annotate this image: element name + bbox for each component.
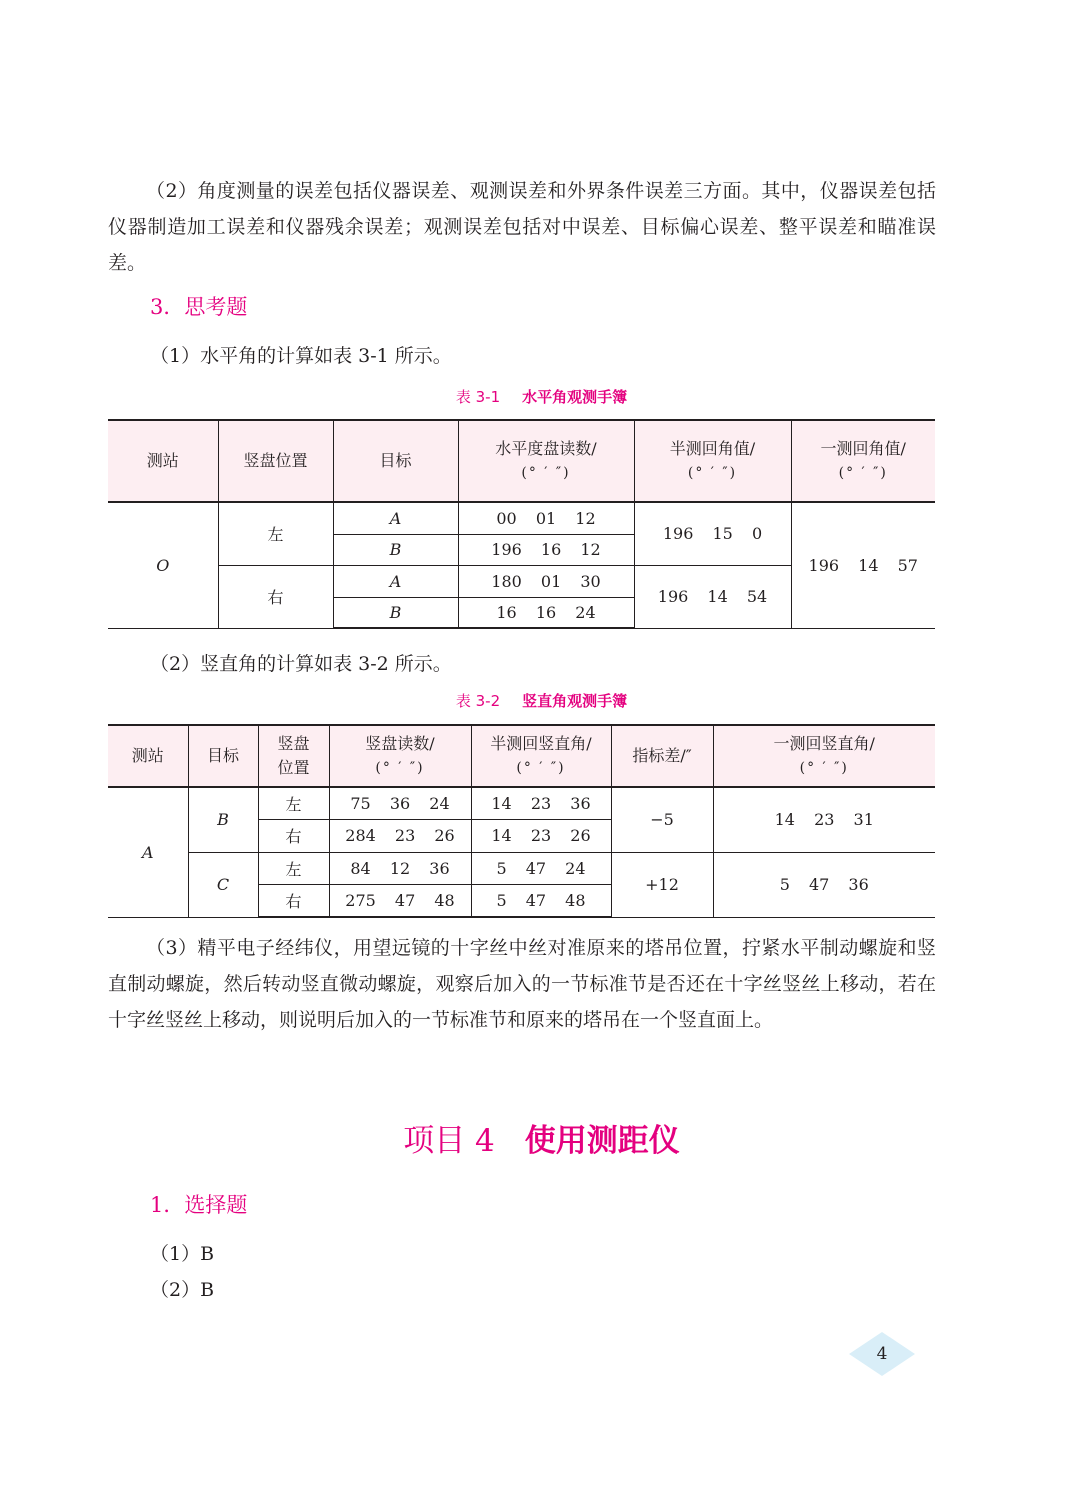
- page-number: 4: [876, 1344, 888, 1364]
- intro-paragraph: （2）角度测量的误差包括仪器误差、观测误差和外界条件误差三方面。其中，仪器误差包括仪器制造加工误差和仪器残余误差；观测误差包括对中误差、目标偏心误差、整平误差和瞄准误差。: [108, 180, 936, 274]
- full-angle-cell: 196 14 57: [791, 502, 935, 628]
- half-angle-cell: 5 47 48: [471, 884, 611, 917]
- reading-cell: 00 01 12: [458, 502, 634, 534]
- position-right-cell: 右: [218, 565, 333, 628]
- position-cell: 左: [258, 787, 329, 819]
- header-half-angle-unit: (° ′ ″): [516, 760, 566, 776]
- target-cell: B: [333, 534, 458, 565]
- station-cell: O: [108, 502, 218, 628]
- header-station: 测站: [108, 725, 188, 787]
- target-cell: A: [333, 502, 458, 534]
- header-station: 测站: [108, 420, 218, 502]
- answer-1: （1）B: [150, 1243, 215, 1265]
- index-error-cell: −5: [611, 787, 713, 852]
- table-3-1-title: 水平角观测手簿: [522, 388, 628, 406]
- table-row: [108, 852, 935, 884]
- header-reading-unit: (° ′ ″): [375, 760, 425, 776]
- half-angle-left-cell: 196 15 0: [634, 502, 791, 565]
- question-1-text: （1）水平角的计算如表 3-1 所示。: [150, 345, 452, 367]
- header-full-angle: [713, 725, 935, 787]
- reading-cell: 84 12 36: [329, 852, 471, 884]
- table-row: [108, 502, 935, 534]
- header-full-angle-label: 一测回角值/: [820, 439, 906, 458]
- header-half-angle: [634, 420, 791, 502]
- header-position-line2: 位置: [277, 758, 310, 777]
- header-reading-label: 竖盘读数/: [365, 734, 435, 753]
- header-full-angle-label: 一测回竖直角/: [773, 734, 875, 753]
- table-3-2-caption: [0, 690, 1083, 712]
- header-target: 目标: [333, 420, 458, 502]
- header-position-line1: 竖盘: [277, 734, 310, 753]
- answer-2: （2）B: [150, 1279, 215, 1301]
- header-reading: [329, 725, 471, 787]
- position-cell: 右: [258, 819, 329, 852]
- header-full-angle: [791, 420, 935, 502]
- header-reading: [458, 420, 634, 502]
- header-half-angle-label: 半测回角值/: [669, 439, 756, 458]
- reading-cell: 16 16 24: [458, 597, 634, 628]
- question-2-text: （2）竖直角的计算如表 3-2 所示。: [150, 653, 452, 675]
- page-number-badge: [847, 1330, 917, 1378]
- header-reading-label: 水平度盘读数/: [495, 439, 597, 458]
- reading-cell: 196 16 12: [458, 534, 634, 565]
- full-angle-cell: 14 23 31: [713, 787, 935, 852]
- table-3-1-number: 表 3-1: [455, 388, 501, 406]
- half-angle-right-cell: 196 14 54: [634, 565, 791, 628]
- target-cell: C: [188, 852, 258, 917]
- target-cell: B: [333, 597, 458, 628]
- target-cell: A: [333, 565, 458, 597]
- project-number: 项目 4: [403, 1123, 495, 1159]
- header-full-angle-unit: (° ′ ″): [838, 465, 888, 481]
- section-heading-choice: 1．选择题: [150, 1193, 248, 1217]
- reading-cell: 275 47 48: [329, 884, 471, 917]
- section-heading-thinking: 3．思考题: [150, 295, 248, 319]
- header-position: 竖盘位置: [218, 420, 333, 502]
- header-index-error: 指标差/″: [611, 725, 713, 787]
- project-name: 使用测距仪: [524, 1123, 680, 1159]
- position-cell: 左: [258, 852, 329, 884]
- header-reading-unit: (° ′ ″): [521, 465, 571, 481]
- header-half-angle-label: 半测回竖直角/: [490, 734, 592, 753]
- half-angle-cell: 14 23 26: [471, 819, 611, 852]
- index-error-cell: +12: [611, 852, 713, 917]
- reading-cell: 180 01 30: [458, 565, 634, 597]
- half-angle-cell: 14 23 36: [471, 787, 611, 819]
- station-cell: A: [108, 787, 188, 917]
- half-angle-cell: 5 47 24: [471, 852, 611, 884]
- header-half-angle-unit: (° ′ ″): [687, 465, 738, 481]
- vertical-angle-table: [108, 724, 935, 918]
- target-cell: B: [188, 787, 258, 852]
- full-angle-cell: 5 47 36: [713, 852, 935, 917]
- reading-cell: 284 23 26: [329, 819, 471, 852]
- horizontal-angle-table: [108, 419, 935, 629]
- table-3-1-caption: [0, 386, 1083, 408]
- header-half-angle: [471, 725, 611, 787]
- table-row: [108, 787, 935, 819]
- header-target: 目标: [188, 725, 258, 787]
- table-3-2-number: 表 3-2: [455, 692, 501, 710]
- table-3-2-title: 竖直角观测手簿: [522, 692, 628, 710]
- header-position: [258, 725, 329, 787]
- project-title: [0, 1120, 1083, 1162]
- question-3-paragraph: （3）精平电子经纬仪，用望远镜的十字丝中丝对准原来的塔吊位置，拧紧水平制动螺旋和竖直制动螺旋，然后转动竖直微动螺旋，观察后加入的一节标准节是否还在十字丝竖丝上移动，若在十字丝竖丝上移动，则说明后加入的一节标准节和原来的塔吊在一个竖直面上。: [108, 937, 936, 1031]
- reading-cell: 75 36 24: [329, 787, 471, 819]
- position-left-cell: 左: [218, 502, 333, 565]
- position-cell: 右: [258, 884, 329, 917]
- header-full-angle-unit: (° ′ ″): [799, 760, 849, 776]
